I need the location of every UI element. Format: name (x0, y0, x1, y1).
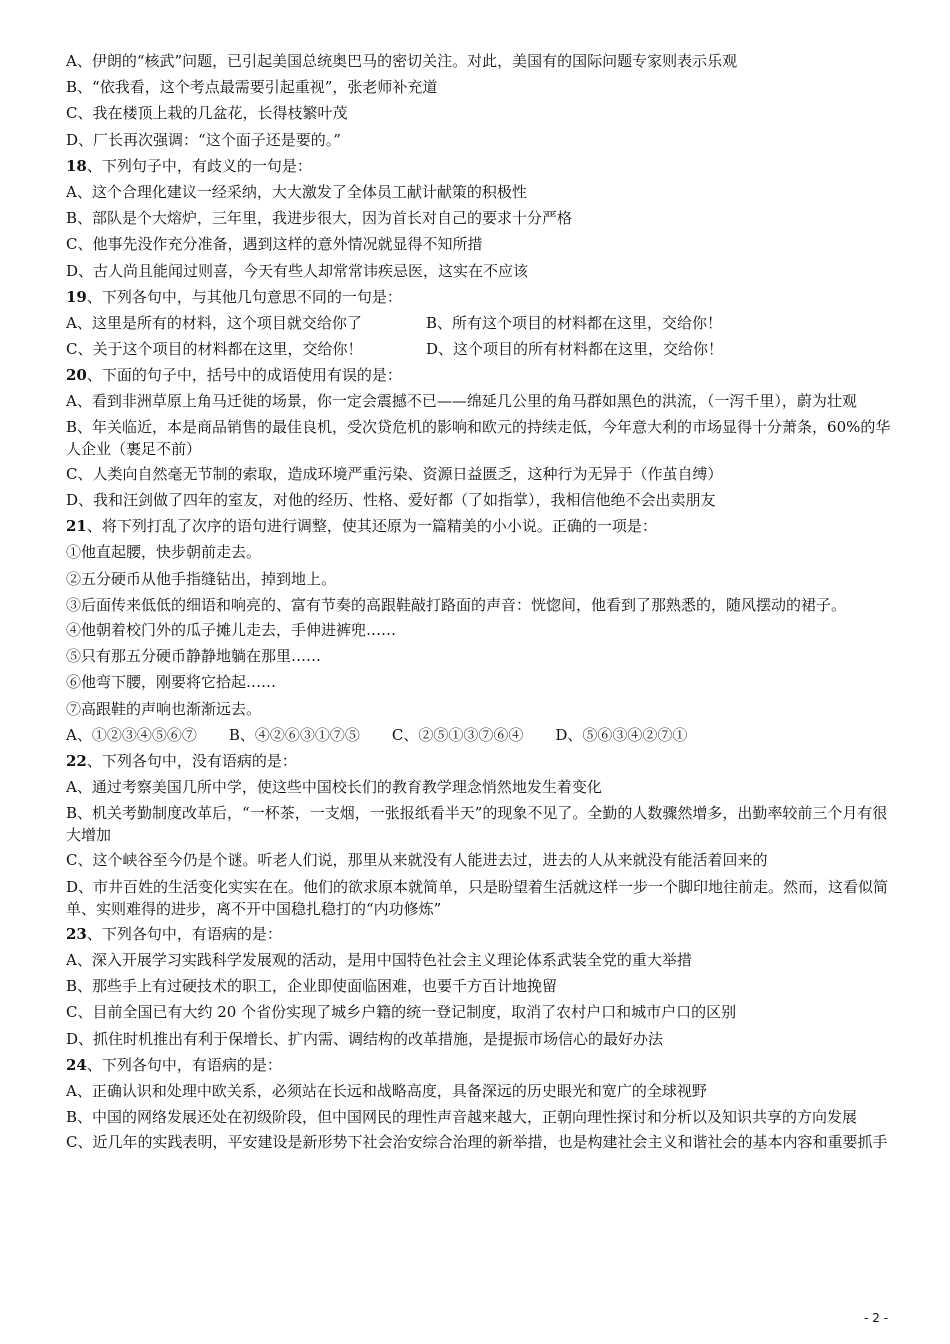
question-number: 21 (66, 517, 87, 536)
question-22 (66, 750, 896, 920)
option-line: C、这个峡谷至今仍是个谜。听老人们说，那里从来就没有人能进去过，进去的人从来就没有能活着回来的 (66, 851, 768, 870)
sentence-line: ⑦高跟鞋的声响也渐渐远去。 (66, 699, 262, 718)
question-20 (66, 364, 896, 512)
question-text: 、下列各句中，有语病的是： (86, 924, 282, 943)
question-number: 19 (66, 287, 87, 306)
option-row (66, 724, 896, 747)
option-line: C、他事先没作充分准备，遇到这样的意外情况就显得不知所措 (66, 235, 483, 254)
question-23 (66, 923, 896, 1051)
option-line: A、伊朗的“核武”问题，已引起美国总统奥巴马的密切关注。对此，美国有的国际问题专家则表示乐观 (66, 52, 738, 70)
question-stem (66, 923, 896, 946)
option-line: D、市井百姓的生活变化实实在在。他们的欲求原本就简单，只是盼望着生活就这样一步一个脚印地往前走。然而，这看似简单、实则难得的进步，离不开中国稳扎稳打的“内功修炼” (66, 877, 889, 918)
option-line: C、我在楼顶上栽的几盆花，长得枝繁叶茂 (66, 104, 348, 123)
question-21 (66, 515, 896, 747)
question-stem (66, 286, 896, 309)
option-line: B、中国的网络发展还处在初级阶段，但中国网民的理性声音越来越大，正朝向理性探讨和分析以及知识共享的方向发展 (66, 1108, 858, 1127)
option-line: C、人类向自然毫无节制的索取，造成环境严重污染、资源日益匮乏，这种行为无异于（作茧自缚） (66, 464, 723, 483)
question-text: 、下列各句中，有语病的是： (86, 1055, 282, 1074)
option-line: B、部队是个大熔炉，三年里，我进步很大，因为首长对自己的要求十分严格 (66, 209, 573, 228)
sentence-line: ②五分硬币从他手指缝钻出，掉到地上。 (66, 569, 337, 588)
option-line: D、古人尚且能闻过则喜，今天有些人却常常讳疾忌医，这实在不应该 (66, 261, 529, 280)
option-a: A、这里是所有的材料，这个项目就交给你了 (66, 313, 362, 332)
question-stem (66, 515, 896, 538)
sentence-line: ④他朝着校门外的瓜子摊儿走去，手伸进裤兜…… (66, 620, 397, 639)
option-d: D、⑤⑥③④②⑦① (555, 725, 688, 744)
document-page (66, 50, 896, 1157)
question-number: 18 (66, 156, 87, 175)
option-line: B、“依我看，这个考点最需要引起重视”，张老师补充道 (66, 78, 438, 97)
option-line: C、目前全国已有大约 20 个省份实现了城乡户籍的统一登记制度，取消了农村户口和城市户口的区别 (66, 1003, 737, 1022)
option-c: C、关于这个项目的材料都在这里，交给你！ (66, 340, 363, 359)
sentence-line: ①他直起腰，快步朝前走去。 (66, 543, 262, 562)
option-line: A、通过考察美国几所中学，使这些中国校长们的教育教学理念悄然地发生着变化 (66, 778, 602, 797)
question-24 (66, 1054, 896, 1154)
question-text: 、下面的句子中，括号中的成语使用有误的是： (86, 366, 402, 385)
question-stem (66, 750, 896, 773)
sentence-line: ⑥他弯下腰，刚要将它拾起…… (66, 673, 277, 692)
option-line: B、机关考勤制度改革后，“一杯茶，一支烟，一张报纸看半天”的现象不见了。全勤的人数骤然增多，出勤率较前三个月有很大增加 (66, 804, 888, 845)
question-stem (66, 155, 896, 178)
option-b: B、④②⑥③①⑦⑤ (228, 725, 360, 744)
option-line: B、年关临近，本是商品销售的最佳良机，受次贷危机的影响和欧元的持续走低，今年意大利的市场显得十分萧条，60%的华人企业（裹足不前） (66, 417, 891, 458)
question-19 (66, 286, 896, 361)
question-text: 、下列各句中，没有语病的是： (86, 751, 297, 770)
question-number: 23 (66, 924, 87, 943)
question-text: 、下列各句中，与其他几句意思不同的一句是： (86, 287, 402, 306)
option-row (66, 338, 896, 361)
question-stem (66, 364, 896, 387)
question-number: 24 (66, 1055, 87, 1074)
sentence-line: ⑤只有那五分硬币静静地躺在那里…… (66, 647, 322, 666)
top-options (66, 50, 896, 152)
question-18 (66, 155, 896, 283)
option-c: C、②⑤①③⑦⑥④ (391, 725, 524, 744)
option-line: D、抓住时机推出有利于保增长、扩内需、调结构的改革措施，是提振市场信心的最好办法 (66, 1029, 664, 1048)
question-number: 20 (66, 366, 87, 385)
option-line: B、那些手上有过硬技术的职工，企业即使面临困难，也要千方百计地挽留 (66, 977, 558, 996)
option-b: B、所有这个项目的材料都在这里，交给你！ (426, 313, 723, 332)
question-text: 、将下列打乱了次序的语句进行调整，使其还原为一篇精美的小小说。正确的一项是： (86, 517, 657, 536)
option-a: A、①②③④⑤⑥⑦ (66, 725, 197, 744)
option-line: A、这个合理化建议一经采纳，大大激发了全体员工献计献策的积极性 (66, 182, 527, 201)
sentence-line: ③后面传来低低的细语和响亮的、富有节奏的高跟鞋敲打路面的声音：恍惚间，他看到了那熟悉的，随风摆动的裙子。 (66, 595, 847, 614)
option-line: D、厂长再次强调：“这个面子还是要的。” (66, 130, 341, 149)
option-d: D、这个项目的所有材料都在这里，交给你！ (426, 340, 724, 359)
question-stem (66, 1054, 896, 1077)
question-text: 、下列句子中，有歧义的一句是： (86, 156, 312, 175)
question-number: 22 (66, 751, 87, 770)
option-row (66, 312, 896, 335)
option-line: A、正确认识和处理中欧关系，必须站在长远和战略高度，具备深远的历史眼光和宽广的全球视野 (66, 1081, 707, 1100)
option-line: A、看到非洲草原上角马迁徙的场景，你一定会震撼不已——绵延几公里的角马群如黑色的洪流，（一泻千里），蔚为壮观 (66, 392, 857, 411)
option-line: C、近几年的实践表明，平安建设是新形势下社会治安综合治理的新举措，也是构建社会主义和谐社会的基本内容和重要抓手 (66, 1133, 888, 1152)
option-line: A、深入开展学习实践科学发展观的活动，是用中国特色社会主义理论体系武装全党的重大举措 (66, 951, 692, 969)
option-line: D、我和汪剑做了四年的室友，对他的经历、性格、爱好都（了如指掌），我相信他绝不会出卖朋友 (66, 491, 716, 509)
page-number: - 2 - (864, 1311, 888, 1325)
